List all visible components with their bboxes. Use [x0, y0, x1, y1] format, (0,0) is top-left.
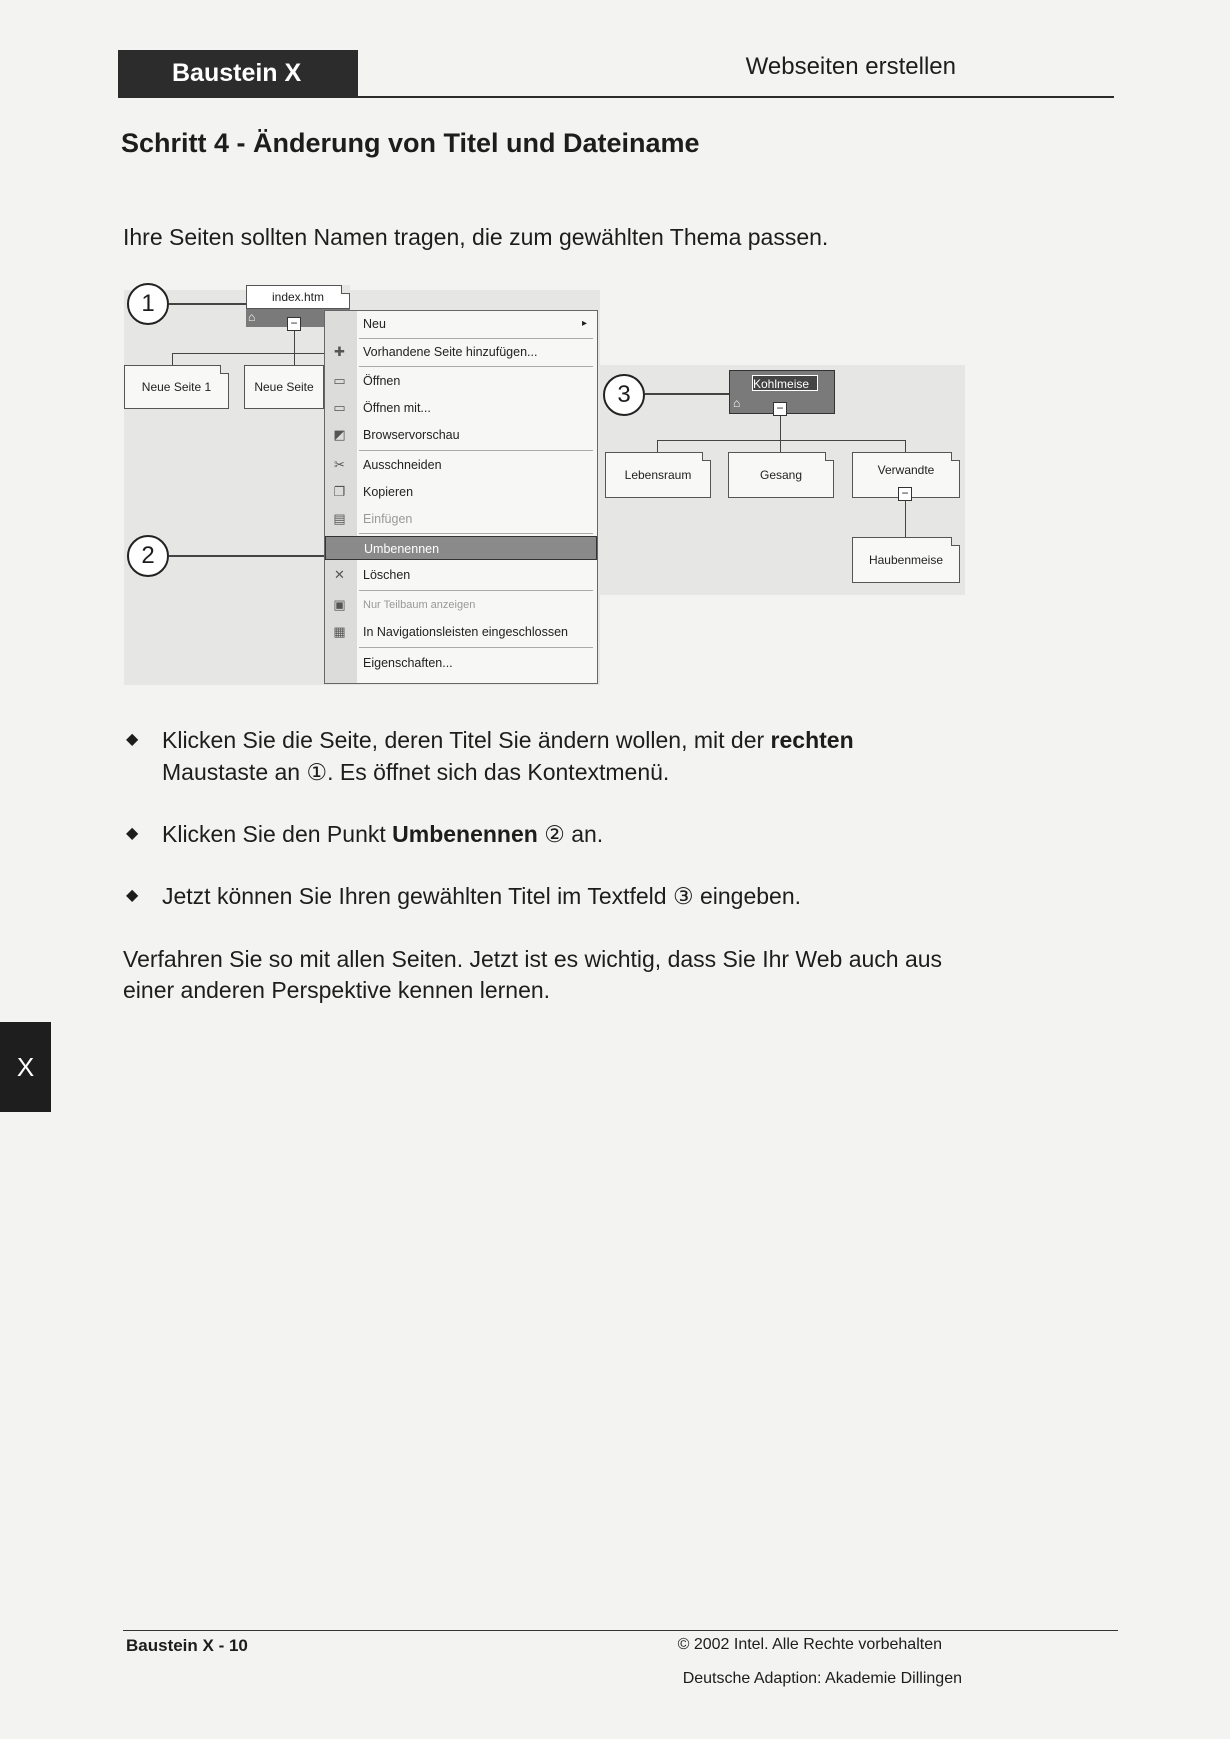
open-with-icon: ▭ [333, 400, 346, 415]
menu-item-ausschneiden[interactable]: ✂ Ausschneiden [325, 453, 597, 477]
callout-3: 3 [603, 374, 645, 416]
bullet-1: ◆ Klicken Sie die Seite, deren Titel Sie ändern wollen, mit der rechten Maustaste an ①. Es öffnet sich das Kontextmenü. [126, 724, 946, 790]
collapse-icon[interactable]: − [898, 487, 912, 501]
bullet-diamond-icon: ◆ [126, 887, 139, 904]
menu-item-browservorschau[interactable]: ◩ Browservorschau [333, 427, 460, 442]
closing-paragraph: Verfahren Sie so mit allen Seiten. Jetzt ist es wichtig, dass Sie Ihr Web auch aus einer anderen Perspektive kennen lernen. [123, 946, 943, 1003]
bullet-2: ◆ Klicken Sie den Punkt Umbenennen ② an. [126, 818, 946, 852]
header-rule [118, 96, 1114, 98]
delete-icon: ✕ [334, 567, 345, 582]
menu-item-einfuegen[interactable]: ▤ Einfügen [333, 511, 413, 526]
menu-item-kopieren[interactable]: ❐ Kopieren [333, 484, 414, 499]
callout-1: 1 [127, 283, 169, 325]
side-tab: X [0, 1022, 51, 1112]
tree-node-lebensraum[interactable]: Lebensraum [605, 452, 711, 498]
submenu-arrow-icon: ▸ [581, 318, 587, 329]
scissors-icon: ✂ [334, 457, 345, 472]
menu-item-navigationsleisten[interactable]: ▦ In Navigationsleisten eingeschlossen [333, 624, 568, 639]
copyright-text: © 2002 Intel. Alle Rechte vorbehalten [677, 1636, 942, 1653]
menu-item-neu[interactable]: Neu ▸ [325, 312, 597, 336]
footer-rule [123, 1630, 1118, 1631]
menu-item-umbenennen[interactable]: Umbenennen [325, 536, 597, 560]
collapse-icon[interactable]: − [287, 317, 301, 331]
menu-item-eigenschaften[interactable]: Eigenschaften... [363, 656, 453, 670]
tree-node-neue-seite[interactable]: Neue Seite [244, 365, 324, 409]
copy-icon: ❐ [333, 484, 346, 499]
module-label: Baustein X [118, 50, 358, 96]
collapse-icon[interactable]: − [773, 402, 787, 416]
paste-icon: ▤ [333, 511, 346, 526]
navbar-icon: ▦ [333, 624, 346, 639]
add-page-icon: ✚ [334, 344, 345, 359]
menu-item-oeffnen-mit[interactable]: ▭ Öffnen mit... [333, 400, 431, 415]
section-title: Webseiten erstellen [745, 53, 956, 80]
menu-item-oeffnen[interactable]: ▭ Öffnen [333, 373, 401, 388]
tree-node-gesang[interactable]: Gesang [728, 452, 834, 498]
tree-node-neue-seite-1[interactable]: Neue Seite 1 [124, 365, 229, 409]
menu-item-loeschen[interactable]: ✕ Löschen [325, 563, 597, 587]
bullet-diamond-icon: ◆ [126, 731, 139, 748]
tree-node-index[interactable]: index.htm [246, 285, 350, 309]
menu-item-teilbaum[interactable]: ▣ Nur Teilbaum anzeigen [333, 597, 476, 612]
tree-node-verwandte[interactable]: Verwandte [852, 452, 960, 498]
bullet-3: ◆ Jetzt können Sie Ihren gewählten Titel im Textfeld ③ eingeben. [126, 880, 946, 914]
home-icon: ⌂ [733, 396, 741, 410]
menu-item-vorhandene-seite[interactable]: ✚ Vorhandene Seite hinzufügen... [325, 340, 597, 364]
open-folder-icon: ▭ [333, 373, 346, 388]
callout-2: 2 [127, 535, 169, 577]
step-title: Schritt 4 - Änderung von Titel und Dateiname [121, 128, 700, 158]
bullet-diamond-icon: ◆ [126, 825, 139, 842]
home-icon: ⌂ [248, 310, 256, 324]
browser-preview-icon: ◩ [333, 427, 346, 442]
tree-node-haubenmeise[interactable]: Haubenmeise [852, 537, 960, 583]
title-edit-field[interactable]: Kohlmeise [752, 375, 818, 391]
subtree-icon: ▣ [333, 597, 346, 612]
adaption-text: Deutsche Adaption: Akademie Dillingen [682, 1670, 962, 1687]
intro-text: Ihre Seiten sollten Namen tragen, die zum gewählten Thema passen. [123, 224, 829, 250]
context-menu [324, 310, 598, 684]
page-number: Baustein X - 10 [126, 1636, 248, 1655]
